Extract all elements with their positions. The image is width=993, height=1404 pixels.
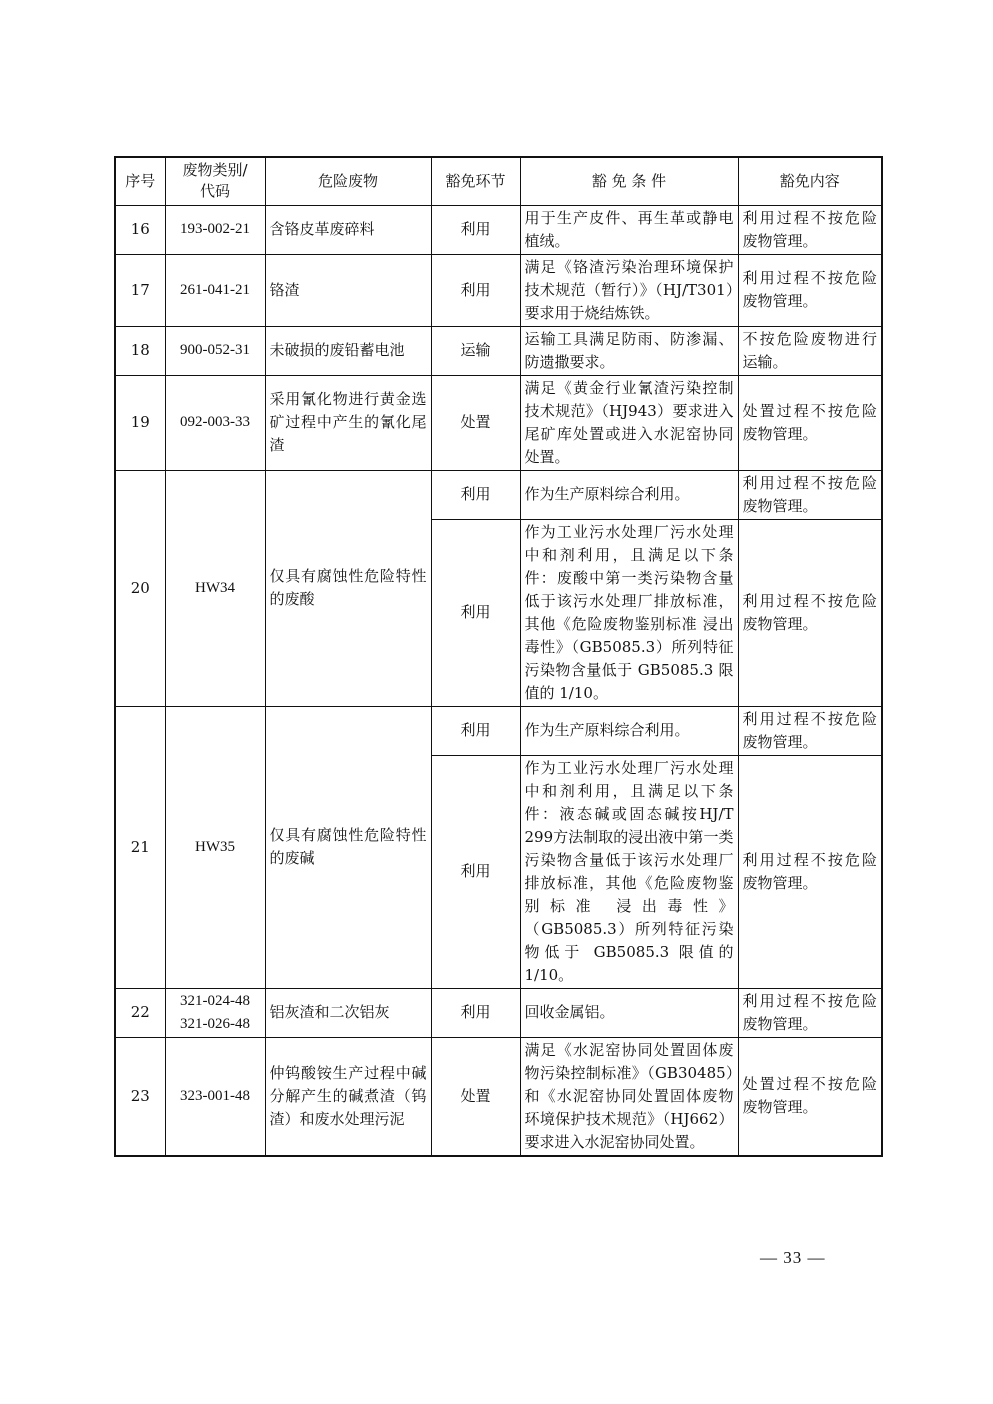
row-seq: 16 <box>115 205 165 254</box>
exemption-table <box>114 156 883 1157</box>
row-waste: 含铬皮革废碎料 <box>265 205 431 254</box>
row-stage: 运输 <box>431 326 520 375</box>
row-content: 利用过程不按危险废物管理。 <box>738 706 882 755</box>
row-seq: 21 <box>115 706 165 988</box>
row-content: 利用过程不按危险废物管理。 <box>738 470 882 519</box>
header-content: 豁免内容 <box>738 157 882 205</box>
row-content: 利用过程不按危险废物管理。 <box>738 254 882 326</box>
row-stage: 利用 <box>431 755 520 988</box>
header-code: 废物类别/ 代码 <box>165 157 265 205</box>
row-condition: 作为工业污水处理厂污水处理中和剂利用，且满足以下条件：液态碱或固态碱按HJ/T 299方法制取的浸出液中第一类污染物含量低于该污水处理厂排放标准，其他《危险废物鉴别标准 浸出毒性》（GB5085.3）所列特征污染物低于 GB5085.3 限值的 1/10。 <box>520 755 738 988</box>
table-row <box>115 706 882 755</box>
row-seq: 23 <box>115 1037 165 1156</box>
row-stage: 处置 <box>431 375 520 470</box>
row-condition: 作为工业污水处理厂污水处理中和剂利用，且满足以下条件：废酸中第一类污染物含量低于该污水处理厂排放标准，其他《危险废物鉴别标准 浸出毒性》（GB5085.3）所列特征污染物含量低于 GB5085.3 限值的 1/10。 <box>520 519 738 706</box>
row-code: HW35 <box>165 706 265 988</box>
row-condition: 满足《黄金行业氰渣污染控制技术规范》（HJ943）要求进入尾矿库处置或进入水泥窑协同处置。 <box>520 375 738 470</box>
table-row <box>115 205 882 254</box>
row-condition: 用于生产皮件、再生革或静电植绒。 <box>520 205 738 254</box>
row-stage: 利用 <box>431 254 520 326</box>
row-content: 利用过程不按危险废物管理。 <box>738 988 882 1037</box>
row-seq: 19 <box>115 375 165 470</box>
row-code: 092-003-33 <box>165 375 265 470</box>
table-row <box>115 326 882 375</box>
row-content: 利用过程不按危险废物管理。 <box>738 755 882 988</box>
row-seq: 22 <box>115 988 165 1037</box>
row-waste: 仲钨酸铵生产过程中碱分解产生的碱煮渣（钨渣）和废水处理污泥 <box>265 1037 431 1156</box>
row-condition: 满足《水泥窑协同处置固体废物污染控制标准》（GB30485）和《水泥窑协同处置固体废物环境保护技术规范》（HJ662）要求进入水泥窑协同处置。 <box>520 1037 738 1156</box>
header-seq: 序号 <box>115 157 165 205</box>
header-condition: 豁 免 条 件 <box>520 157 738 205</box>
row-waste: 仅具有腐蚀性危险特性的废碱 <box>265 706 431 988</box>
row-stage: 利用 <box>431 706 520 755</box>
table-row <box>115 1037 882 1156</box>
row-content: 不按危险废物进行运输。 <box>738 326 882 375</box>
row-code: HW34 <box>165 470 265 706</box>
header-stage: 豁免环节 <box>431 157 520 205</box>
table-row <box>115 254 882 326</box>
row-stage: 利用 <box>431 205 520 254</box>
table-header-row <box>115 157 882 205</box>
row-seq: 18 <box>115 326 165 375</box>
page-number: — 33 — <box>760 1248 826 1267</box>
row-content: 处置过程不按危险废物管理。 <box>738 375 882 470</box>
table-row <box>115 470 882 519</box>
row-stage: 处置 <box>431 1037 520 1156</box>
row-seq: 20 <box>115 470 165 706</box>
row-waste: 铝灰渣和二次铝灰 <box>265 988 431 1037</box>
row-waste: 铬渣 <box>265 254 431 326</box>
row-condition: 作为生产原料综合利用。 <box>520 706 738 755</box>
row-waste: 仅具有腐蚀性危险特性的废酸 <box>265 470 431 706</box>
row-condition: 满足《铬渣污染治理环境保护技术规范（暂行）》（HJ/T301）要求用于烧结炼铁。 <box>520 254 738 326</box>
row-waste: 采用氰化物进行黄金选矿过程中产生的氰化尾渣 <box>265 375 431 470</box>
row-condition: 作为生产原料综合利用。 <box>520 470 738 519</box>
header-waste: 危险废物 <box>265 157 431 205</box>
row-code: 193-002-21 <box>165 205 265 254</box>
row-stage: 利用 <box>431 988 520 1037</box>
table-row <box>115 375 882 470</box>
row-content: 利用过程不按危险废物管理。 <box>738 519 882 706</box>
table-row <box>115 988 882 1037</box>
row-content: 处置过程不按危险废物管理。 <box>738 1037 882 1156</box>
row-stage: 利用 <box>431 470 520 519</box>
row-code: 323-001-48 <box>165 1037 265 1156</box>
row-code: 321-024-48 321-026-48 <box>165 988 265 1037</box>
row-content: 利用过程不按危险废物管理。 <box>738 205 882 254</box>
row-stage: 利用 <box>431 519 520 706</box>
row-seq: 17 <box>115 254 165 326</box>
row-code: 900-052-31 <box>165 326 265 375</box>
row-code: 261-041-21 <box>165 254 265 326</box>
row-waste: 未破损的废铅蓄电池 <box>265 326 431 375</box>
row-condition: 回收金属铝。 <box>520 988 738 1037</box>
row-condition: 运输工具满足防雨、防渗漏、防遗撒要求。 <box>520 326 738 375</box>
